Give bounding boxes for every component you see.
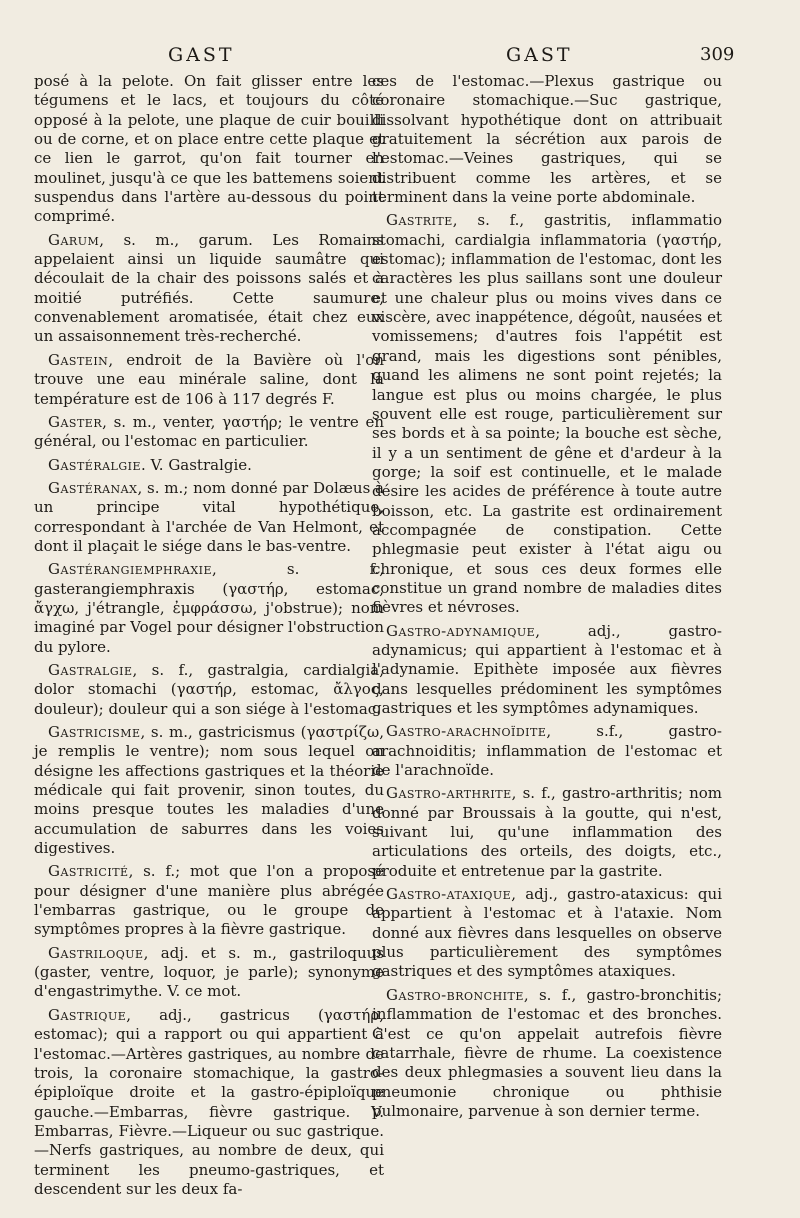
- entry-text: , adj., gastricus (γαστήρ, estomac); qui a rapport ou qui appartient à l'estomac.—Artères gastriques, au nombre de trois, la coronaire stomachique, la gastro-épiploïque droite et la gastro-épiploïque gauche.—Embarras, fièvre gastrique. V. Embarras, Fièvre.—Liqueur ou suc gastrique.—Nerfs gastriques, au nombre de deux, qui terminent les pneumo-gastriques, et descendent sur les deux fa-: [34, 1005, 384, 1198]
- entry-text: , s. m.; nom donné par Dolæus à un principe vital hypothétique, correspondant à l'archée de Van Helmont, et dont il plaçait le siége dans le bas-ventre.: [34, 478, 384, 555]
- entry-headword: Gastro-adynamique: [386, 621, 536, 640]
- entry: [372, 72, 722, 207]
- entry-text: , s. f.; mot que l'on a proposé pour désigner d'une manière plus abrégée l'embarras gastrique, ou le groupe de symptômes propres à la fièvre gastrique.: [34, 862, 384, 939]
- right-column: [372, 72, 722, 1125]
- entry-text: , s.f., gastro-arachnoiditis; inflammation de l'estomac et de l'arachnoïde.: [372, 722, 722, 780]
- entry-text: , s. m., garum. Les Romains appelaient ainsi un liquide saumâtre qui découlait de la chair des poissons salés et à moitié putréfiés. Cette saumure, convenablement aromatisée, était chez eux un assaisonnement très-recherché.: [34, 230, 384, 346]
- entry: [372, 211, 722, 617]
- entry-text: , adj., gastro-ataxicus: qui appartient à l'estomac et à l'ataxie. Nom donné aux fièvres dans lesquelles on observe plus particulièrement des symptômes gastriques et des symptômes ataxiques.: [372, 885, 722, 981]
- entry-headword: Gastro-arthrite: [386, 784, 512, 803]
- entry-headword: Gaster: [48, 412, 103, 431]
- entry-headword: Garum: [48, 230, 100, 249]
- entry-headword: Gastro-ataxique: [386, 885, 512, 904]
- entry: [34, 413, 384, 452]
- entry-headword: Gastérangiemphraxie: [48, 560, 213, 579]
- entry-text: , adj., gastro-adynamicus; qui appartient à l'estomac et à l'adynamie. Epithète imposée aux fièvres dans lesquelles prédominent les symptômes gastriques et les symptômes adynamiques.: [372, 621, 722, 717]
- entry-headword: Gastrite: [386, 211, 453, 230]
- entry: [372, 784, 722, 881]
- entry-headword: Gastro-bronchite: [386, 985, 524, 1004]
- entry: [34, 479, 384, 556]
- entry-text: , s. m., gastricismus (γαστρίζω, je remplis le ventre); nom sous lequel on désigne les affections gastriques et la théorie médicale qui fait provenir, sinon toutes, du moins presque toutes les maladies d'une accumulation de saburres dans les voies digestives.: [34, 723, 384, 858]
- entry: [34, 231, 384, 347]
- entry-text: , s. f., gasterangiemphraxis (γαστήρ, estomac, ἄγχω, j'étrangle, ἐμφράσσω, j'obstrue); nom imaginé par Vogel pour désigner l'obstruction du pylore.: [34, 560, 384, 656]
- entry-headword: Gastrique: [48, 1005, 127, 1024]
- entry: [372, 885, 722, 982]
- entry: [372, 722, 722, 780]
- entry-text: posé à la pelote. On fait glisser entre les tégumens et le lacs, et toujours du côté opposé à la pelote, une plaque de cuir bouilli ou de corne, et on place entre cette plaque et ce lien le garrot, qu'on fait tourner en moulinet, jusqu'à ce que les battemens soient suspendus dans l'artère au-dessous du point comprimé.: [34, 72, 384, 226]
- entry-text: , s. m., venter, γαστήρ; le ventre en général, ou l'estomac en particulier.: [34, 412, 384, 451]
- entry-headword: Gastéralgie: [48, 455, 142, 474]
- right-running-head: GAST: [506, 44, 573, 66]
- entry: [34, 1006, 384, 1199]
- entry: [34, 72, 384, 227]
- entry-text: , adj. et s. m., gastriloquus (gaster, ventre, loquor, je parle); synonyme d'engastrimythe. V. ce mot.: [34, 943, 384, 1001]
- left-column: [34, 72, 384, 1203]
- entry-text: , s. f., gastro-arthritis; nom donné par Broussais à la goutte, qui n'est, suivant lui, qu'une inflammation des articulations des orteils, des doigts, etc., produite et entretenue par la gastrite.: [372, 784, 722, 880]
- entry-text: , endroit de la Bavière où l'on trouve une eau minérale saline, dont la température est de 106 à 117 degrés F.: [34, 350, 384, 408]
- left-running-head: GAST: [168, 44, 235, 66]
- entry-headword: Gastralgie: [48, 660, 133, 679]
- entry: [34, 351, 384, 409]
- entry: [34, 723, 384, 858]
- entry: [34, 560, 384, 657]
- entry-headword: Gastein: [48, 350, 109, 369]
- entry: [34, 862, 384, 939]
- entry: [34, 944, 384, 1002]
- entry: [34, 456, 384, 475]
- entry-text: ces de l'estomac.—Plexus gastrique ou coronaire stomachique.—Suc gastrique, dissolvant hypothétique dont on attribuait gratuitement la sécrétion aux parois de l'estomac.—Veines gastriques, qui se distribuent comme les artères, et se terminent dans la veine porte abdominale.: [372, 72, 722, 207]
- entry-text: , s. f., gastro-bronchitis; inflammation de l'estomac et des bronches. C'est ce qu'on appelait autrefois fièvre catarrhale, fièvre de rhume. La coexistence des deux phlegmasies a souvent lieu dans la pneumonie chronique ou phthisie pulmonaire, parvenue à son dernier terme.: [372, 985, 722, 1120]
- entry-headword: Gastricité: [48, 862, 129, 881]
- entry-headword: Gastriloque: [48, 943, 144, 962]
- entry-headword: Gastro-arachnoïdite: [386, 722, 547, 741]
- entry-headword: Gastricisme: [48, 723, 141, 741]
- entry-text: . V. Gastralgie.: [141, 455, 252, 474]
- entry: [372, 986, 722, 1121]
- entry-text: , s. f., gastralgia, cardialgia, dolor stomachi (γαστήρ, estomac, ἄλγος, douleur); douleur qui a son siége à l'estomac.: [34, 660, 384, 718]
- entry-text: , s. f., gastritis, inflammatio stomachi, cardialgia inflammatoria (γαστήρ, estomac); inflammation de l'estomac, dont les caractères les plus saillans sont une douleur et une chaleur plus ou moins vives dans ce viscère, avec inappétence, dégoût, nausées et vomissemens; d'autres fois l'appétit est grand, mais les digestions sont pénibles, quand les alimens ne sont point rejetés; la langue est plus ou moins chargée, le plus souvent elle est rouge, particulièrement sur ses bords et à sa pointe; la bouche est sèche, il y a un sentiment de gêne et d'ardeur à la gorge; la soif est continuelle, et le malade désire les acides de préférence à toute autre boisson, etc. La gastrite est ordinairement accompagnée de constipation. Cette phlegmasie peut exister à l'état aigu ou chronique, et sous ces deux formes elle constitue un grand nombre de maladies dites fièvres et névroses.: [372, 211, 722, 617]
- entry: [372, 622, 722, 719]
- page-number: 309: [700, 44, 735, 65]
- entry-headword: Gastéranax: [48, 478, 138, 497]
- entry: [34, 661, 384, 719]
